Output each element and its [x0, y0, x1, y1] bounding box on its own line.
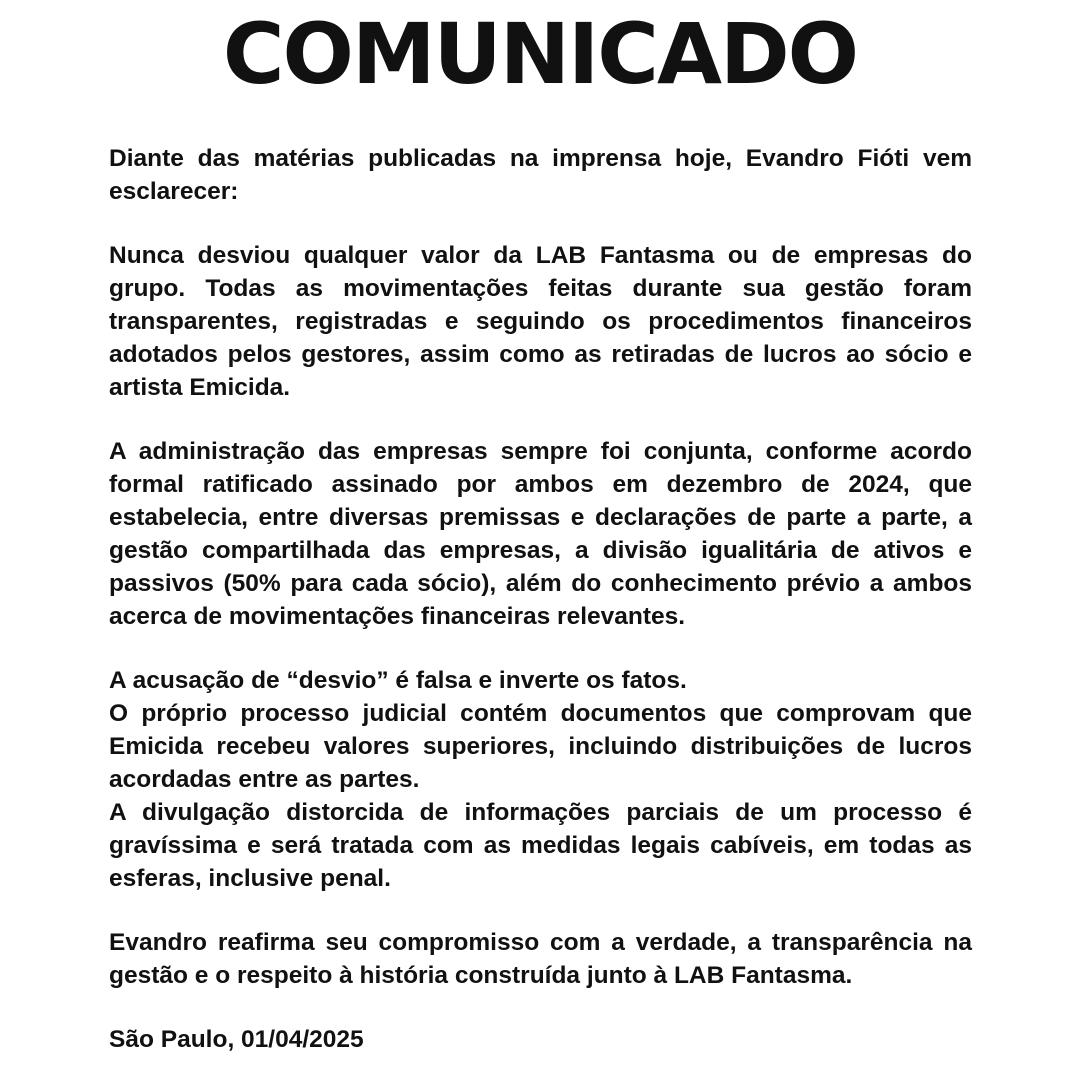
paragraph-administration [109, 435, 972, 633]
paragraph-accusation [109, 664, 972, 895]
paragraph-commitment [109, 926, 972, 992]
paragraph-line: A divulgação distorcida de informações parciais de um processo é gravíssima e será tratada com as medidas legais cabíveis, em todas as esferas, inclusive penal. [109, 799, 972, 892]
paragraph-intro [109, 142, 972, 208]
paragraph-line: A administração das empresas sempre foi conjunta, conforme acordo formal ratificado assinado por ambos em dezembro de 2024, que estabelecia, entre diversas premissas e declarações de parte a parte, a gestão compartilhada das empresas, a divisão igualitária de ativos e passivos (50% para cada sócio), além do conhecimento prévio a ambos acerca de movimentações financeiras relevantes. [109, 438, 972, 630]
paragraph-line: Evandro reafirma seu compromisso com a verdade, a transparência na gestão e o respeito à história construída junto à LAB Fantasma. [109, 929, 972, 989]
paragraph-line: O próprio processo judicial contém documentos que comprovam que Emicida recebeu valores superiores, incluindo distribuições de lucros acordadas entre as partes. [109, 700, 972, 793]
document-title: COMUNICADO [222, 5, 858, 103]
signoff-place-date: São Paulo, 01/04/2025 [109, 1026, 364, 1053]
paragraph-line: Diante das matérias publicadas na imprensa hoje, Evandro Fióti vem esclarecer: [109, 145, 972, 205]
paragraph-line: A acusação de “desvio” é falsa e inverte os fatos. [109, 667, 687, 694]
document-body [109, 142, 972, 1056]
paragraph-denial [109, 239, 972, 404]
paragraph-line: Nunca desviou qualquer valor da LAB Fantasma ou de empresas do grupo. Todas as movimentações feitas durante sua gestão foram transparentes, registradas e seguindo os procedimentos financeiros adotados pelos gestores, assim como as retiradas de lucros ao sócio e artista Emicida. [109, 242, 972, 401]
